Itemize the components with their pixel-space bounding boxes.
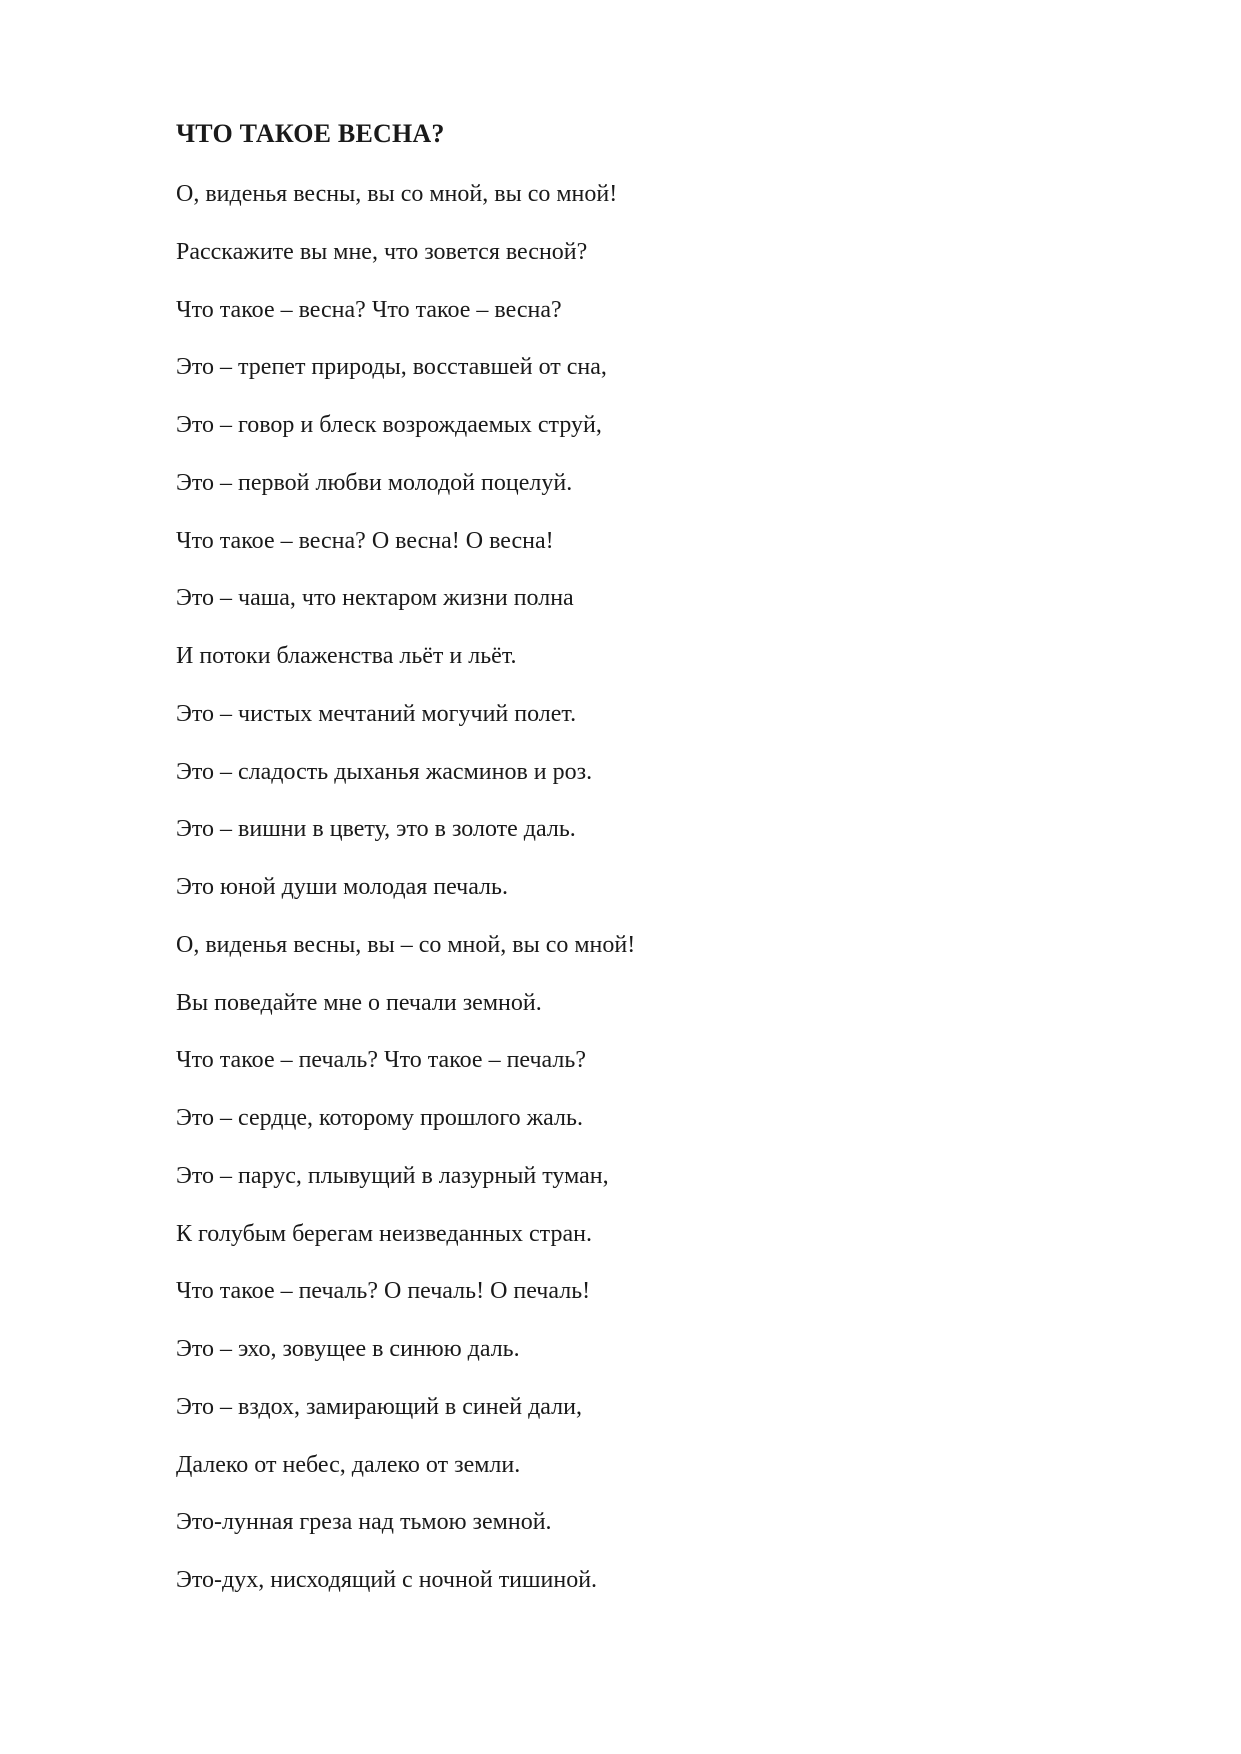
poem-line: К голубым берегам неизведанных стран. — [176, 1220, 592, 1247]
poem-line: Это – чистых мечтаний могучий полет. — [176, 700, 577, 727]
poem-line: Это – вздох, замирающий в синей дали, — [176, 1393, 582, 1420]
poem-line: Что такое – весна? Что такое – весна? — [176, 296, 562, 323]
poem-line: Это – чаша, что нектаром жизни полна — [176, 585, 574, 612]
poem-line: О, виденья весны, вы – со мной, вы со мной! — [176, 931, 636, 958]
poem-line: И потоки блаженства льёт и льёт. — [176, 643, 517, 669]
poem-line: Это – говор и блеск возрождаемых струй, — [176, 412, 602, 438]
poem-line: Что такое – весна? О весна! О весна! — [176, 527, 554, 554]
poem-line: О, виденья весны, вы со мной, вы со мной! — [176, 181, 618, 207]
poem-line: Это – первой любви молодой поцелуй. — [176, 469, 573, 496]
poem-line: Это – эхо, зовущее в синюю даль. — [176, 1336, 520, 1362]
poem-line: Это – парус, плывущий в лазурный туман, — [176, 1162, 609, 1189]
poem-line: Это – вишни в цвету, это в золоте даль. — [176, 816, 576, 843]
poem-line: Вы поведайте мне о печали земной. — [176, 989, 542, 1016]
poem-line: Что такое – печаль? О печаль! О печаль! — [176, 1278, 591, 1305]
poem-line: Это-лунная греза над тьмою земной. — [176, 1509, 552, 1536]
poem-body — [176, 178, 635, 1622]
poem-line: Далеко от небес, далеко от земли. — [176, 1451, 521, 1478]
poem-line: Это юной души молодая печаль. — [176, 874, 508, 900]
poem-line: Что такое – печаль? Что такое – печаль? — [176, 1047, 586, 1074]
poem-title: ЧТО ТАКОЕ ВЕСНА? — [176, 119, 445, 148]
poem-line: Это – сердце, которому прошлого жаль. — [176, 1105, 583, 1131]
poem-line: Это-дух, нисходящий с ночной тишиной. — [176, 1567, 598, 1593]
poem-line: Это – трепет природы, восставшей от сна, — [176, 354, 607, 381]
poem-line: Расскажите вы мне, что зовется весной? — [176, 238, 588, 265]
poem-line: Это – сладость дыханья жасминов и роз. — [176, 758, 593, 785]
